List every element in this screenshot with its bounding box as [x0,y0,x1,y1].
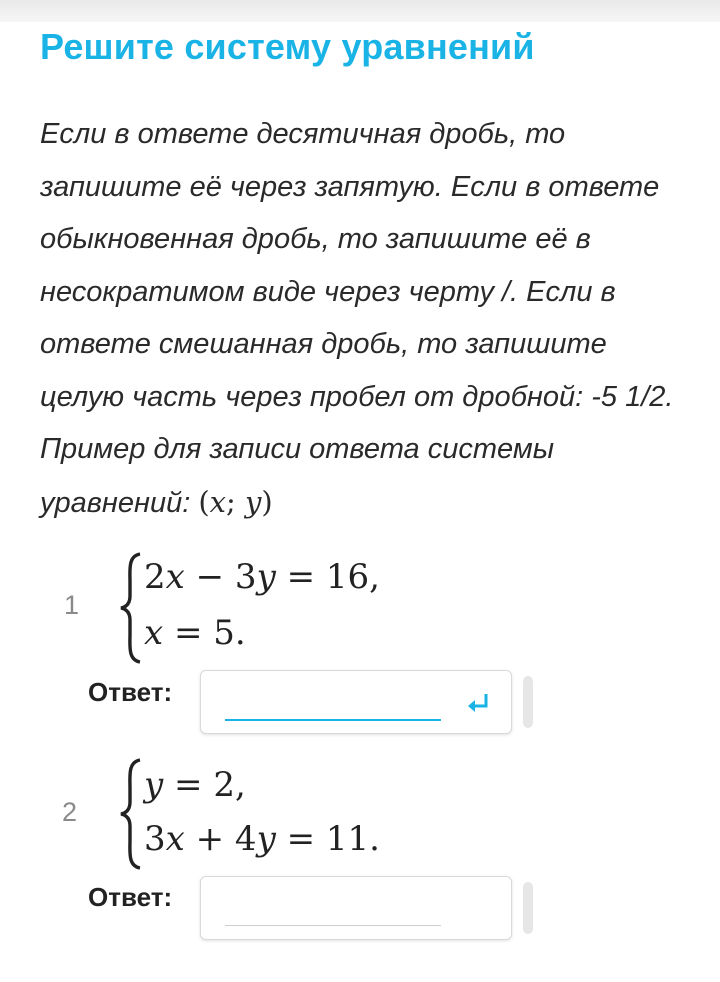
answer-input[interactable] [225,685,441,721]
system-brace [118,758,144,870]
side-handle [523,676,533,728]
page-title: Решите систему уравнений [40,26,535,67]
enter-return-icon[interactable] [463,689,493,717]
equation-2-1: y = 2, [144,765,246,805]
answer-label: Ответ: [88,677,173,707]
answer-input[interactable] [225,891,441,926]
equation-1-1: 2x − 3y = 16, [144,557,380,597]
top-bar [0,0,720,22]
side-handle [523,882,533,934]
answer-label: Ответ: [88,882,173,912]
instructions [40,108,680,529]
answer-format-example: (x; y) [198,484,273,519]
equation-2-2: 3x + 4y = 11. [144,819,380,859]
equation-1-2: x = 5. [144,613,246,653]
task-number: 1 [64,590,80,620]
task-number: 2 [62,797,78,827]
answer-box [200,876,512,940]
system-brace [118,552,144,664]
instructions-text: Если в ответе десятичная дробь, то запишите её через запятую. Если в ответе обыкновенная дробь, то запишите её в несократимом виде через черту /. Если в ответе смешанная дробь, то запишите целую часть через пробел от дробной: -5 1/2. Пример для записи ответа системы уравнений: [40,118,674,519]
answer-box [200,670,512,734]
